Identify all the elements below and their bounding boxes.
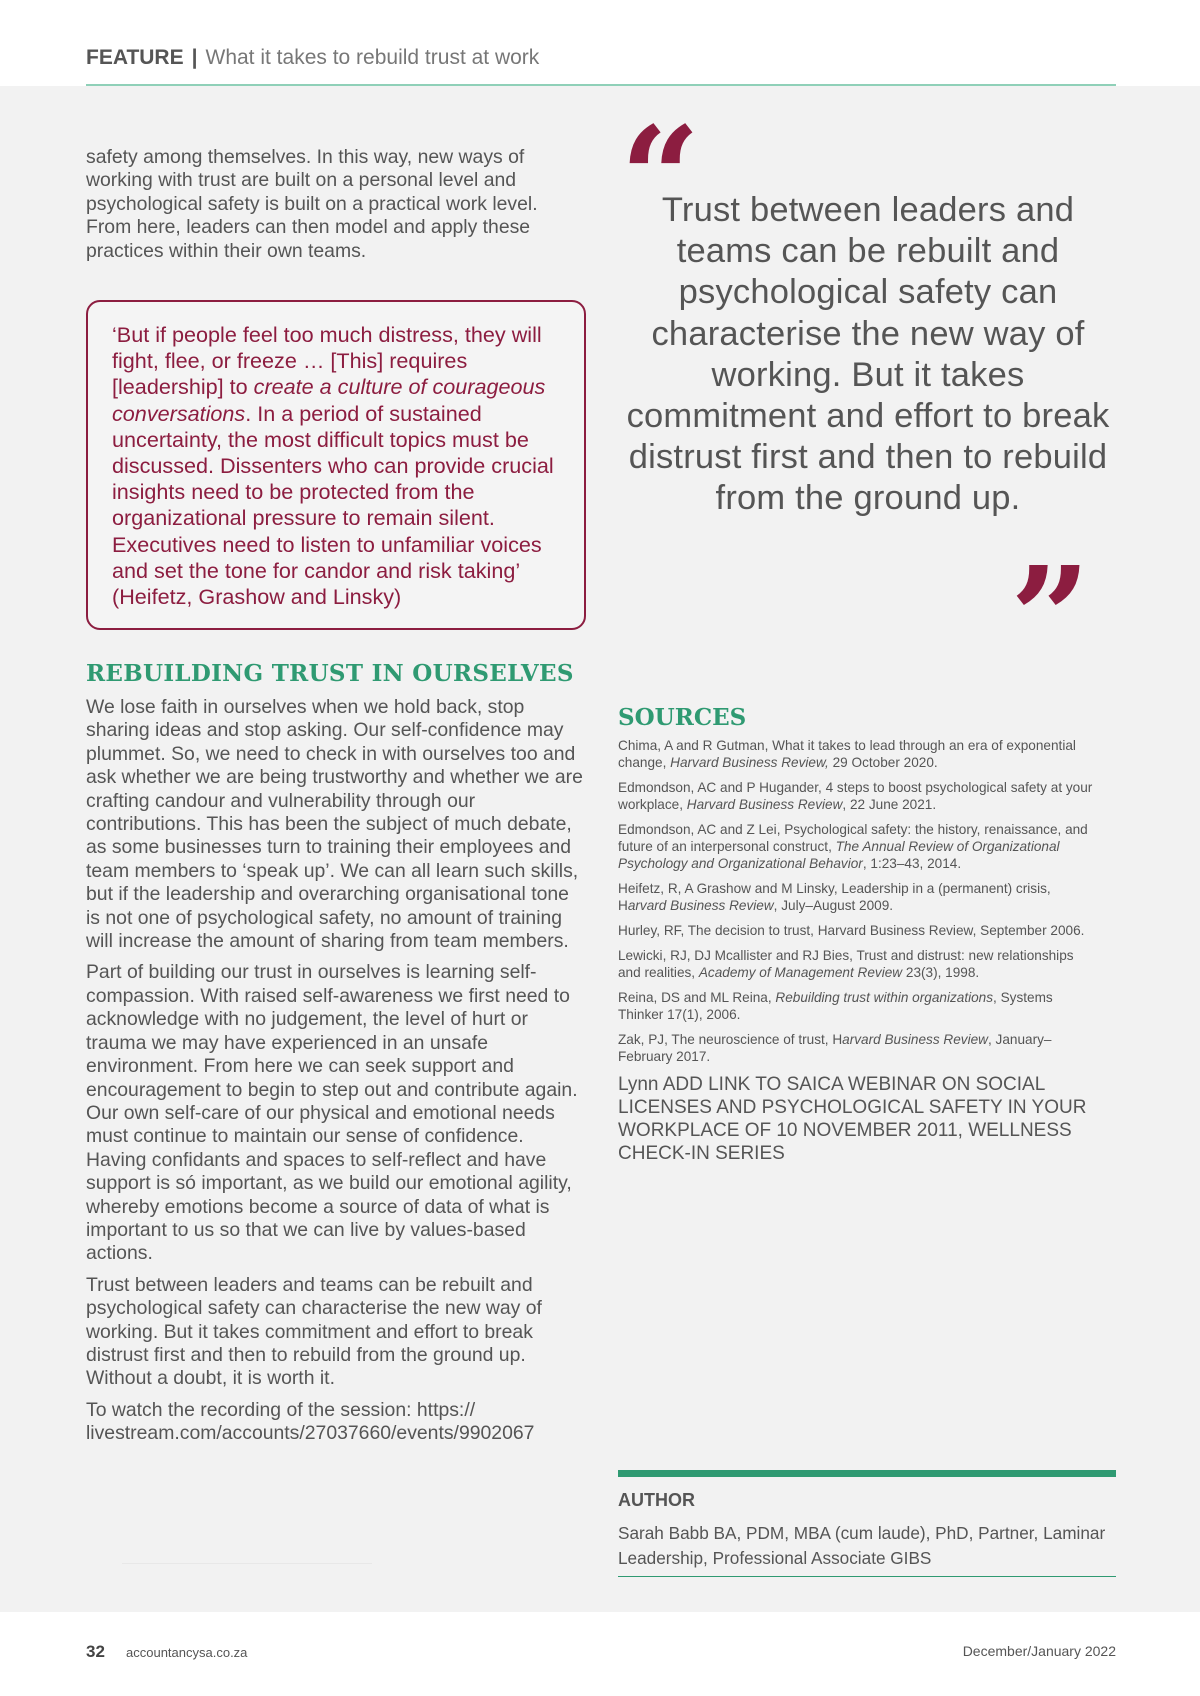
author-bio: Sarah Babb BA, PDM, MBA (cum laude), PhD, Partner, Laminar Leadership, Professional Associate GIBS <box>618 1523 1106 1568</box>
source-post: , 1:23–43, 2014. <box>862 856 962 871</box>
author-section <box>618 1490 1116 1571</box>
source-post: 29 October 2020. <box>828 755 938 770</box>
source-item <box>618 880 1098 914</box>
rebuilding-body <box>86 696 586 1454</box>
source-ital: arvard Business Review <box>627 898 774 913</box>
source-item <box>618 821 1098 872</box>
callout-quote <box>112 322 564 610</box>
source-pre: Zak, PJ, The neuroscience of trust, H <box>618 1032 843 1047</box>
source-ital: Academy of Management Review <box>698 965 903 980</box>
quote-callout-box <box>86 300 586 630</box>
source-pre: Hurley, RF, The decision to trust, Harvard Business Review, September 2006. <box>618 923 1085 938</box>
article-title: What it takes to rebuild trust at work <box>205 46 540 69</box>
header-separator: | <box>191 46 198 69</box>
source-item <box>618 922 1098 939</box>
callout-text-part2: . In a period of sustained uncertainty, the most difficult topics must be discussed. Dissenters who can provide crucial insights need to be protected from the organizational pressure to remain silent. Executives need to listen to unfamiliar voices and set the tone for candor and risk taking’ (Heifetz, Grashow and Linsky) <box>112 400 554 610</box>
editor-note: Lynn ADD LINK TO SAICA WEBINAR ON SOCIAL LICENSES AND PSYCHOLOGICAL SAFETY IN YOUR WORKPLACE OF 10 NOVEMBER 2011, WELLNESS CHECK-IN SERIES <box>618 1074 1087 1164</box>
pull-quote <box>620 97 1116 701</box>
body-paragraph: Part of building our trust in ourselves is learning self-compassion. With raised self-awareness we first need to acknowledge with no judgement, the level of hurt or trauma we may have experienced in an unsafe environment. From here we can seek support and encouragement to begin to step out and contribute again. Our own self-care of our physical and emotional needs must continue to maintain our sense of confidence. Having confidants and spaces to self-reflect and have support is só important, as we build our emotional agility, whereby emotions become a source of data of what is important to us so that we can live by values-based actions. <box>86 961 578 1265</box>
source-item <box>618 989 1098 1023</box>
sources-section <box>618 704 1098 1165</box>
footer-site[interactable]: accountancysa.co.za <box>126 1645 248 1660</box>
header-divider <box>86 84 1116 86</box>
source-item <box>618 947 1098 981</box>
author-top-bar <box>618 1470 1116 1477</box>
source-ital: Harvard Business Review <box>686 797 843 812</box>
callout-text-part1: ‘But if people feel too much distress, they will fight, flee, or freeze … [This] requires [leadership] to <box>112 322 542 400</box>
section-label: FEATURE <box>86 46 184 69</box>
close-quote-icon: ” <box>1010 537 1091 701</box>
source-ital: The Annual Review of Organizational Psychology and Organizational Behavior <box>618 839 1060 871</box>
source-ital: Harvard Business Review, <box>670 755 829 770</box>
source-pre: Heifetz, R, A Grashow and M Linsky, Leadership in a (permanent) crisis, H <box>618 881 1051 913</box>
source-ital: arvard Business Review <box>842 1032 988 1047</box>
sources-list <box>618 737 1098 1065</box>
source-pre: Lewicki, RJ, DJ Mcallister and RJ Bies, Trust and distrust: new relationships and realities, <box>618 948 1074 980</box>
footnote-divider <box>122 1563 372 1564</box>
intro-column <box>86 146 586 263</box>
intro-paragraph: safety among themselves. In this way, new ways of working with trust are built on a personal level and psychological safety is built on a practical work level. From here, leaders can then model and apply these practices within their own teams. <box>86 146 538 262</box>
pull-quote-text: Trust between leaders and teams can be rebuilt and psychological safety can characterise the new way of working. But it takes commitment and effort to break distrust first and then to rebuild from the ground up. <box>626 191 1110 518</box>
sources-heading: SOURCES <box>618 704 747 731</box>
source-ital: Rebuilding trust within organizations <box>775 990 994 1005</box>
source-post: 23(3), 1998. <box>902 965 980 980</box>
page-footer <box>0 1612 1200 1696</box>
source-item <box>618 779 1098 813</box>
source-pre: Chima, A and R Gutman, What it takes to lead through an era of exponential change, <box>618 738 1076 770</box>
source-pre: Edmondson, AC and Z Lei, Psychological safety: the history, renaissance, and future of an interpersonal construct, <box>618 822 1088 854</box>
open-quote-icon: “ <box>620 97 701 261</box>
author-heading: AUTHOR <box>618 1490 695 1510</box>
header-title-line <box>86 46 539 70</box>
page-header <box>0 0 1200 86</box>
recording-link-paragraph[interactable]: To watch the recording of the session: https:// livestream.com/accounts/27037660/events/9902067 <box>86 1398 535 1445</box>
rebuilding-heading: REBUILDING TRUST IN OURSELVES <box>86 660 574 687</box>
source-pre: Edmondson, AC and P Hugander, 4 steps to boost psychological safety at your workplace, <box>618 780 1093 812</box>
page-number: 32 <box>86 1642 105 1661</box>
source-item <box>618 737 1098 771</box>
source-post: , January–February 2017. <box>618 1032 1052 1064</box>
author-bottom-rule <box>618 1576 1116 1577</box>
source-item <box>618 1031 1098 1065</box>
body-paragraph: We lose faith in ourselves when we hold back, stop sharing ideas and stop asking. Our self-confidence may plummet. So, we need to check in with ourselves too and ask whether we are being trustworthy and whether we are crafting candour and vulnerability through our contributions. This has been the subject of much debate, as some businesses turn to training their employees and team members to ‘speak up’. We can all learn such skills, but if the leadership and overarching organisational tone is not one of psychological safety, no amount of training will increase the amount of sharing from team members. <box>86 696 583 953</box>
source-post: , 22 June 2021. <box>842 797 937 812</box>
source-post: , July–August 2009. <box>773 898 894 913</box>
body-paragraph: Trust between leaders and teams can be rebuilt and psychological safety can characterise the new way of working. But it takes commitment and effort to break distrust first and then to rebuild from the ground up. Without a doubt, it is worth it. <box>86 1273 542 1390</box>
source-post: , Systems Thinker 17(1), 2006. <box>618 990 1053 1022</box>
source-pre: Reina, DS and ML Reina, <box>618 990 776 1005</box>
callout-emphasis: create a culture of courageous conversations <box>112 374 546 426</box>
footer-date: December/January 2022 <box>962 1643 1116 1659</box>
